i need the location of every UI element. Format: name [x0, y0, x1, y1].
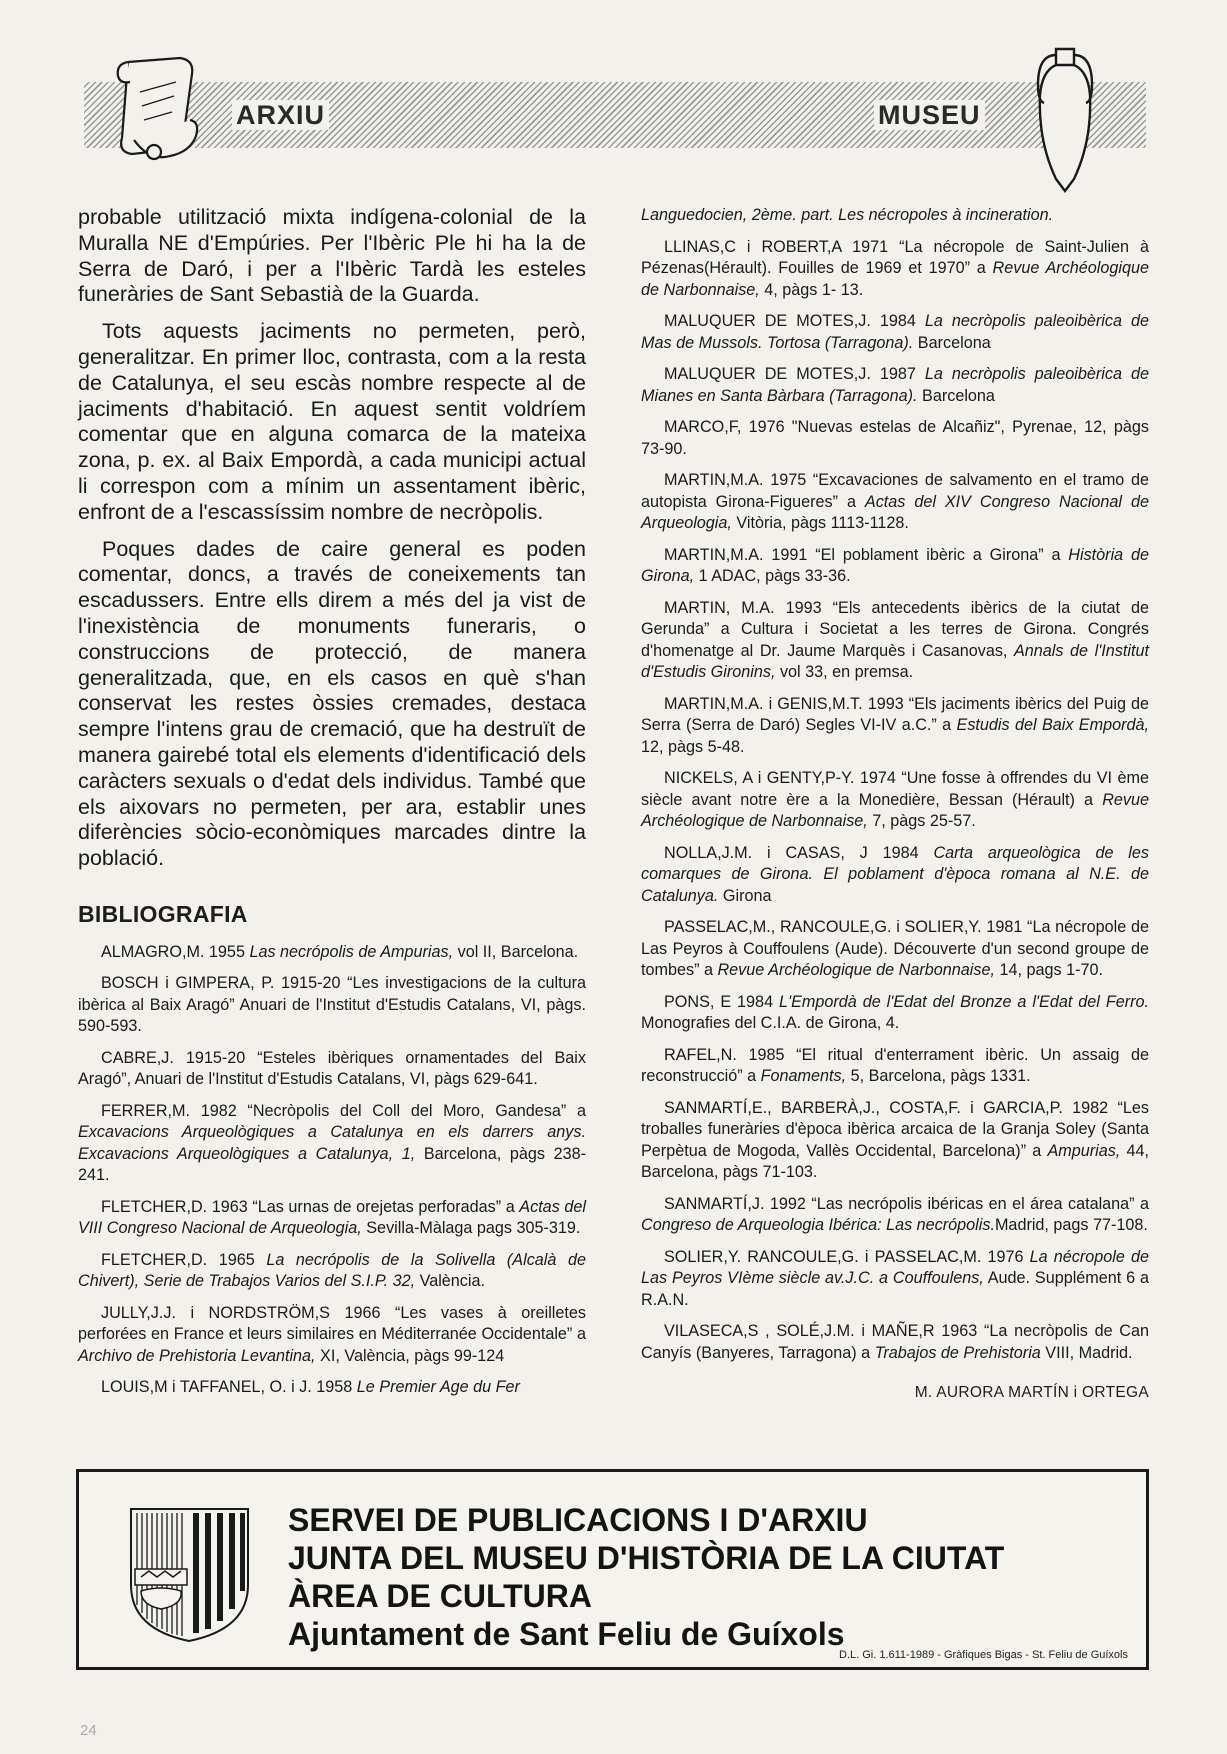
entry-text: 1 ADAC, pàgs 33-36. — [694, 567, 851, 585]
entry-text: MALUQUER DE MOTES,J. 1984 — [664, 312, 925, 330]
entry-text: PASSELAC,M., RANCOULE,G. i SOLIER,Y. 1981 “La nécropole de Las Peyros à Couffoulens (Aude). Découverte d'un second groupe de tombes” a — [641, 918, 1149, 979]
bibliography-entry — [641, 992, 1149, 1035]
entry-text: NICKELS, A i GENTY,P-Y. 1974 “Une fosse à offrendes du VI ème siècle avant notre ère a la Monedière, Bessan (Hérault) a — [641, 769, 1149, 809]
body-paragraph: probable utilització mixta indígena-colonial de la Muralla NE d'Empúries. Per l'Ibèric Ple hi ha la de Serra de Daró, i per a l'Ibèric Tardà les esteles funeràries de Sant Sebastià de la Guarda. — [78, 205, 586, 307]
entry-text: MARTIN,M.A. i GENIS,M.T. 1993 “Els jaciments ibèrics del Puig de Serra (Serra de Daró) Segles VI-IV a.C.” a — [641, 694, 1149, 734]
bibliography-entry — [641, 768, 1149, 833]
entry-text: FERRER,M. 1982 “Necròpolis del Coll del Moro, Gandesa” a — [101, 1101, 586, 1120]
entry-text: SANMARTÍ,J. 1992 “Las necrópolis ibéricas en el área catalana” a — [664, 1194, 1149, 1213]
entry-text: Barcelona — [913, 333, 991, 352]
bibliography-entry — [78, 942, 586, 964]
bibliography-entry — [641, 1247, 1149, 1312]
entry-text: SANMARTÍ,E., BARBERÀ,J., COSTA,F. i GARCIA,P. 1982 “Les troballes funeràries d'època ibèrica arcaica de la Granja Soley (Santa Perpètua de Mogoda, Vallès Occidental, Barcelona)” a — [641, 1098, 1149, 1160]
publisher-line-2: JUNTA DEL MUSEU D'HISTÒRIA DE LA CIUTAT — [288, 1540, 1005, 1576]
legal-deposit: D.L. Gi. 1.611-1989 - Gràfiques Bigas - St. Feliu de Guíxols — [839, 1649, 1128, 1661]
entry-text: VILASECA,S , SOLÉ,J.M. i MAÑE,R 1963 “La necròpolis de Can Canyís (Banyeres, Tarragona) a — [641, 1322, 1149, 1362]
publisher-line-1: SERVEI DE PUBLICACIONS I D'ARXIU — [288, 1502, 868, 1538]
entry-title-italic: Actas del XIV Congreso Nacional de Arqueologia, — [641, 492, 1149, 532]
entry-title-italic: L'Empordà de l'Edat del Bronze a l'Edat del Ferro. — [779, 992, 1149, 1011]
bibliography-entry — [641, 205, 1149, 227]
right-column — [641, 205, 1149, 1402]
entry-text: FLETCHER,D. 1965 — [101, 1250, 267, 1269]
entry-title-italic: Languedocien, 2ème. part. Les nécropoles à incineration. — [641, 206, 1054, 224]
bibliography-list-right — [641, 205, 1149, 1364]
bibliography-entry — [641, 598, 1149, 684]
entry-text: MARTIN, M.A. 1993 “Els antecedents ibèrics de la ciutat de Gerunda” a Cultura i Societat a les terres de Girona. Congrés d'homenatge al Dr. Jaume Marquès i Casanovas, — [641, 598, 1149, 660]
bibliography-entry — [78, 1250, 586, 1293]
left-column — [78, 205, 586, 1409]
entry-text: VIII, Madrid. — [1040, 1343, 1133, 1362]
entry-text: MALUQUER DE MOTES,J. 1987 — [664, 365, 925, 383]
entry-title-italic: Estudis del Baix Empordà, — [956, 716, 1149, 734]
entry-text: Sevilla-Màlaga pags 305-319. — [361, 1219, 581, 1238]
entry-text: 12, pàgs 5-48. — [641, 737, 745, 756]
bibliography-entry — [641, 843, 1149, 908]
entry-text: Girona — [718, 886, 772, 905]
coat-of-arms-icon — [127, 1505, 252, 1645]
bibliography-entry — [641, 694, 1149, 759]
bibliography-entry — [641, 364, 1149, 407]
bibliography-entry — [641, 917, 1149, 982]
entry-title-italic: Revue Archéologique de Narbonnaise, — [641, 259, 1150, 299]
entry-text: XI, València, pàgs 99-124 — [315, 1346, 505, 1365]
section-title: BIBLIOGRAFIA — [78, 900, 248, 927]
entry-title-italic: Revue Archéologique de Narbonnaise, — [717, 961, 995, 979]
entry-text: RAFEL,N. 1985 “El ritual d'enterrament ibèric. Un assaig de reconstrucció” a — [641, 1045, 1149, 1085]
entry-title-italic: Excavacions Arqueològiques a Catalunya en els darrers anys. Excavacions Arqueològiques a Catalunya, 1, — [78, 1123, 586, 1163]
bibliography-entry — [641, 545, 1149, 588]
entry-text: 14, pags 1-70. — [994, 961, 1103, 979]
amphora-icon — [1030, 45, 1100, 195]
bibliography-entry — [78, 1377, 586, 1399]
entry-title-italic: La necròpolis paleoibèrica de Mianes en Santa Bàrbara (Tarragona). — [641, 365, 1149, 405]
publisher-line-3: ÀREA DE CULTURA — [288, 1578, 592, 1614]
bibliography-entry — [641, 1194, 1149, 1237]
bibliography-entry — [641, 1045, 1149, 1088]
entry-title-italic: Història de Girona, — [641, 545, 1150, 585]
entry-text: Monografies del C.I.A. de Girona, 4. — [641, 1014, 900, 1032]
entry-text: FLETCHER,D. 1963 “Las urnas de orejetas perforadas” a — [101, 1197, 520, 1216]
bibliography-entry — [641, 1098, 1149, 1184]
entry-text: Barcelona — [917, 386, 995, 405]
author-signature: M. AURORA MARTÍN i ORTEGA — [914, 1384, 1149, 1401]
publisher-line-4: Ajuntament de Sant Feliu de Guíxols — [288, 1616, 845, 1652]
entry-title-italic: Fonaments, — [760, 1067, 847, 1085]
entry-title-italic: Trabajos de Prehistoria — [874, 1343, 1041, 1362]
header-left-label: ARXIU — [232, 100, 329, 130]
entry-text: 4, pàgs 1- 13. — [759, 280, 864, 299]
entry-text: NOLLA,J.M. i CASAS, J 1984 — [664, 843, 934, 862]
entry-text: CABRE,J. 1915-20 “Esteles ibèriques ornamentades del Baix Aragó”, Anuari de l'Institut d'Estudis Catalans, VI, pàgs 629-641. — [78, 1048, 586, 1089]
body-paragraph: Poques dades de caire general es poden comentar, doncs, a través de coneixements tan escadussers. Entre ells direm a més del ja vist de l'inexistència de monuments funeraris, o construccions de protecció, de manera generalitzada, que, en els casos en què s'han conservat les restes òssies cremades, destaca sempre l'intens grau de cremació, que ha destruït de manera gairebé total els elements d'identificació dels caràcters sexuals o d'edat dels individus. També que els aixovars no permeten, per ara, establir unes diferències sòcio-econòmiques marcades dintre la població. — [78, 536, 586, 871]
page-number: 24 — [80, 1722, 97, 1739]
entry-text: Barcelona, pàgs 238-241. — [78, 1144, 586, 1185]
entry-text: LLINAS,C i ROBERT,A 1971 “La nécropole de Saint-Julien à Pézenas(Hérault). Fouilles de 1969 et 1970” a — [641, 237, 1149, 277]
entry-text: Aude. Supplément 6 a R.A.N. — [641, 1269, 1149, 1309]
entry-text: 7, pàgs 25-57. — [867, 812, 976, 830]
header-band — [84, 82, 1146, 148]
entry-text: SOLIER,Y. RANCOULE,G. i PASSELAC,M. 1976 — [664, 1247, 1030, 1266]
entry-title-italic: La nécropole de Las Peyros VIème siècle av.J.C. a Couffoulens, — [641, 1247, 1149, 1287]
entry-title-italic: Carta arqueològica de les comarques de Girona. El poblament d'època romana al N.E. de Catalunya. — [641, 843, 1149, 905]
bibliography-entry — [78, 1197, 586, 1240]
header-right-label: MUSEU — [874, 100, 985, 130]
entry-text: BOSCH i GIMPERA, P. 1915-20 “Les investigacions de la cultura ibèrica al Baix Aragó” Anuari de l'Institut d'Estudis Catalans, VI, pàgs. 590-593. — [78, 974, 586, 1036]
bibliography-entry — [641, 237, 1149, 302]
entry-text: 5, Barcelona, pàgs 1331. — [846, 1067, 1031, 1085]
bibliography-entry — [641, 470, 1149, 535]
bibliography-entry — [78, 1048, 586, 1091]
entry-title-italic: Actas del VIII Congreso Nacional de Arqueologia, — [78, 1197, 586, 1238]
body-paragraph: Tots aquests jaciments no permeten, però, generalitzar. En primer lloc, contrasta, com a la resta de Catalunya, el seu escàs nombre respecte al de jaciments d'habitació. En aquest sentit voldríem comentar que en alguna comarca de la mateixa zona, p. ex. al Baix Empordà, a cada municipi actual li correspon com a mínim un assentament ibèric, enfront de a l'escassíssim nombre de necròpolis. — [78, 319, 586, 524]
bibliography-entry — [641, 417, 1149, 460]
entry-text: PONS, E 1984 — [664, 992, 780, 1011]
entry-title-italic: Archivo de Prehistoria Levantina, — [78, 1346, 316, 1365]
bibliography-entry — [641, 311, 1149, 354]
entry-title-italic: Annals de l'Institut d'Estudis Gironins, — [641, 641, 1149, 681]
bibliography-entry — [78, 973, 586, 1038]
entry-text: vol 33, en premsa. — [775, 663, 914, 681]
entry-text: JULLY,J.J. i NORDSTRÖM,S 1966 “Les vases à oreilletes perforées en France et leurs similaires en Méditerranée Occidentale” a — [78, 1303, 586, 1344]
entry-text: vol II, Barcelona. — [453, 942, 579, 961]
publisher-box — [76, 1469, 1149, 1670]
entry-text: MARTIN,M.A. 1991 “El poblament ibèric a Girona” a — [664, 545, 1069, 564]
entry-title-italic: Revue Archéologique de Narbonnaise, — [641, 790, 1149, 830]
entry-text: LOUIS,M i TAFFANEL, O. i J. 1958 — [101, 1378, 357, 1397]
entry-text: Madrid, pags 77-108. — [994, 1216, 1148, 1234]
entry-title-italic: Ampurias, — [1047, 1141, 1121, 1160]
entry-text: ALMAGRO,M. 1955 — [101, 942, 250, 961]
entry-text: Vitòria, pàgs 1113-1128. — [731, 514, 909, 532]
bibliography-entry — [78, 1303, 586, 1368]
entry-title-italic: Congreso de Arqueologia Ibérica: Las necrópolis. — [641, 1216, 995, 1234]
entry-text: València. — [415, 1272, 485, 1291]
bibliography-entry — [78, 1101, 586, 1187]
entry-text: MARTIN,M.A. 1975 “Excavaciones de salvamento en el tramo de autopista Girona-Figueres” a — [641, 471, 1149, 511]
entry-title-italic: La necròpolis paleoibèrica de Mas de Mussols. Tortosa (Tarragona). — [641, 312, 1149, 352]
scroll-icon — [110, 52, 210, 167]
entry-title-italic: Le Premier Age du Fer — [356, 1378, 520, 1397]
entry-title-italic: Las necrópolis de Ampurias, — [249, 942, 454, 961]
entry-text: 44, Barcelona, pàgs 71-103. — [641, 1141, 1149, 1181]
bibliography-list-left — [78, 942, 586, 1399]
entry-text: MARCO,F, 1976 "Nuevas estelas de Alcañiz", Pyrenae, 12, pàgs 73-90. — [641, 418, 1149, 458]
entry-title-italic: La necrópolis de la Solivella (Alcalà de Chivert), Serie de Trabajos Varios del S.I.P. 32, — [78, 1250, 586, 1291]
bibliography-entry — [641, 1321, 1149, 1364]
